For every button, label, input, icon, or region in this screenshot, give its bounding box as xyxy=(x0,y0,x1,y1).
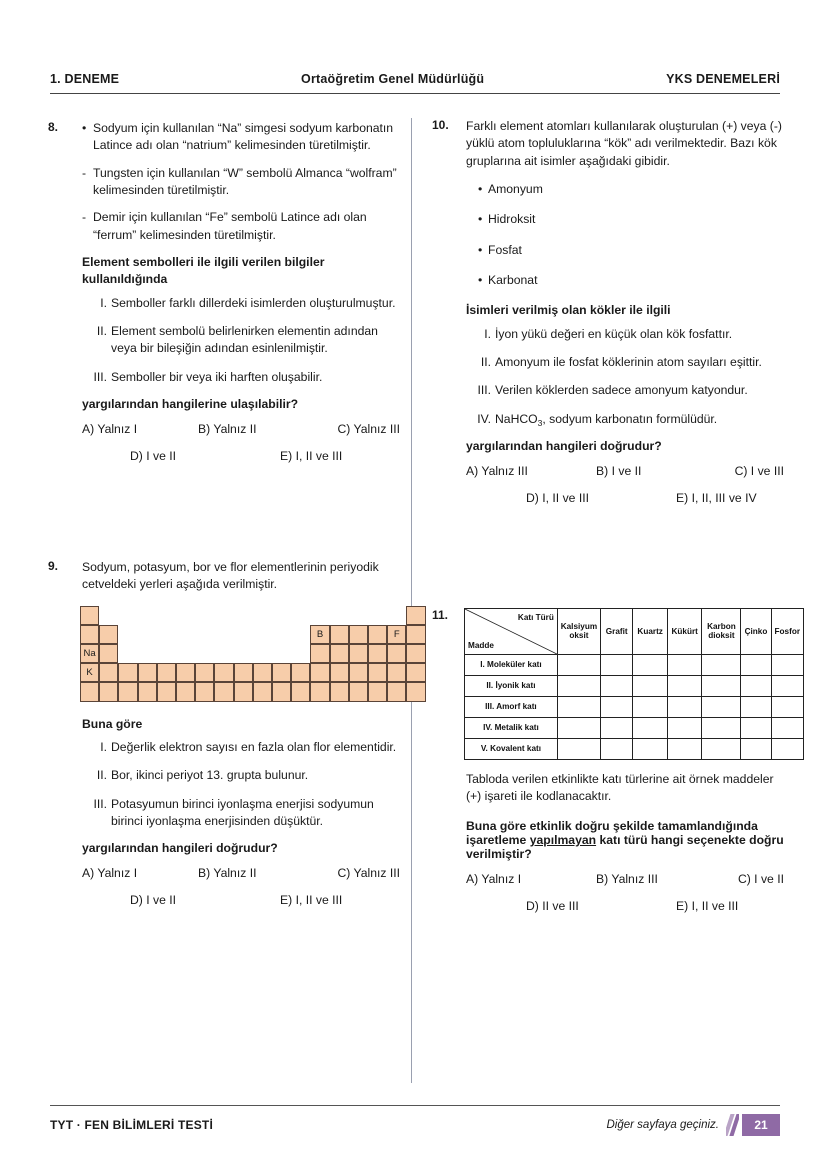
table-cell-empty[interactable] xyxy=(702,717,741,738)
periodic-cell xyxy=(272,682,291,701)
periodic-cell xyxy=(406,625,425,644)
table-row-label: I. Moleküler katı xyxy=(465,654,558,675)
table-cell-empty[interactable] xyxy=(667,654,702,675)
question-8-statements xyxy=(91,295,400,386)
roman-item xyxy=(475,411,784,428)
table-column-header: Grafit xyxy=(601,608,633,654)
periodic-cell xyxy=(176,663,195,682)
question-11 xyxy=(432,607,801,913)
table-cell-empty[interactable] xyxy=(601,675,633,696)
option-a[interactable]: A) Yalnız I xyxy=(82,421,138,436)
table-cell-empty[interactable] xyxy=(633,738,668,759)
question-9-options xyxy=(82,866,400,907)
periodic-cell xyxy=(349,644,368,663)
table-cell-empty[interactable] xyxy=(741,654,771,675)
question-11-options xyxy=(466,872,784,913)
periodic-cell xyxy=(214,682,233,701)
table-row xyxy=(465,738,804,759)
table-cell-empty[interactable] xyxy=(557,675,600,696)
table-cell-empty[interactable] xyxy=(771,675,803,696)
option-a[interactable]: A) Yalnız III xyxy=(466,463,528,478)
roman-numeral: IV. xyxy=(477,411,491,426)
option-row-spacer xyxy=(82,893,130,907)
option-e[interactable]: E) I, II ve III xyxy=(280,893,343,908)
periodic-cell xyxy=(157,663,176,682)
table-cell-empty[interactable] xyxy=(557,696,600,717)
table-cell-empty[interactable] xyxy=(741,675,771,696)
header-institution: Ortaöğretim Genel Müdürlüğü xyxy=(301,72,485,86)
roman-text: Amonyum ile fosfat köklerinin atom sayıları eşittir. xyxy=(495,354,762,369)
column-divider xyxy=(411,118,412,1083)
periodic-cell xyxy=(349,663,368,682)
periodic-cell xyxy=(176,682,195,701)
roman-item xyxy=(475,382,784,399)
roman-text: Verilen köklerden sadece amonyum katyondur. xyxy=(495,383,748,398)
option-row-spacer xyxy=(466,899,526,913)
table-cell-empty[interactable] xyxy=(633,696,668,717)
roman-text: Semboller farklı dillerdeki isimlerden oluşturulmuştur. xyxy=(111,295,396,310)
formula-tail: , sodyum karbonatın formülüdür. xyxy=(542,411,718,426)
question-10-stem: Farklı element atomları kullanılarak oluşturulan (+) veya (-) yüklü atom topluluklarına “kök” adı verilmektedir. Bazı kök gruplarına ait isimler aşağıdaki gibidir. xyxy=(466,119,782,168)
option-c[interactable]: C) I ve II xyxy=(737,871,784,886)
table-cell-empty[interactable] xyxy=(702,675,741,696)
question-9 xyxy=(48,559,400,907)
roman-text-formula xyxy=(495,411,784,428)
table-row-label: III. Amorf katı xyxy=(465,696,558,717)
table-cell-empty[interactable] xyxy=(741,717,771,738)
periodic-cell xyxy=(349,625,368,644)
roman-item xyxy=(91,369,400,386)
question-8-number: 8. xyxy=(48,120,59,134)
page-header xyxy=(50,72,780,86)
periodic-table-figure xyxy=(80,606,400,702)
option-row-spacer xyxy=(82,449,130,463)
option-d[interactable]: D) I ve II xyxy=(130,893,177,908)
prompt-underlined-word: yapılmayan xyxy=(529,832,597,847)
question-10-root-list xyxy=(478,181,784,289)
table-row-label: II. İyonik katı xyxy=(465,675,558,696)
periodic-cell xyxy=(387,682,406,701)
table-cell-empty[interactable] xyxy=(633,675,668,696)
question-9-stem: Sodyum, potasyum, bor ve flor elementlerinin periyodik cetveldeki yerleri aşağıda verilmiştir. xyxy=(82,559,379,592)
option-e[interactable]: E) I, II ve III xyxy=(280,448,343,463)
periodic-cell xyxy=(406,644,425,663)
bullet-marker: - xyxy=(82,165,87,180)
question-9-prompt: yargılarından hangileri doğrudur? xyxy=(82,841,278,856)
table-column-header: Karbon dioksit xyxy=(702,608,741,654)
table-cell-empty[interactable] xyxy=(667,717,702,738)
table-row-label: IV. Metalik katı xyxy=(465,717,558,738)
table-cell-empty[interactable] xyxy=(667,675,702,696)
periodic-cell xyxy=(406,606,425,625)
question-8 xyxy=(48,120,400,463)
periodic-cell xyxy=(330,625,349,644)
header-divider xyxy=(50,93,780,94)
periodic-cell xyxy=(310,644,329,663)
roman-item xyxy=(91,739,400,756)
table-cell-empty[interactable] xyxy=(771,738,803,759)
table-cell-empty[interactable] xyxy=(667,696,702,717)
table-cell-empty[interactable] xyxy=(557,654,600,675)
periodic-cell xyxy=(368,625,387,644)
periodic-cell xyxy=(157,682,176,701)
roman-numeral: II. xyxy=(96,323,107,338)
bullet-marker: - xyxy=(82,210,87,225)
periodic-cell xyxy=(310,682,329,701)
list-item xyxy=(478,211,784,228)
bullet-marker: • xyxy=(478,272,483,287)
roman-item xyxy=(475,354,784,371)
table-cell-empty[interactable] xyxy=(741,738,771,759)
table-cell-empty[interactable] xyxy=(557,717,600,738)
list-item-label: Karbonat xyxy=(488,272,538,287)
bullet-marker: • xyxy=(478,212,483,227)
periodic-cell xyxy=(118,682,137,701)
header-exam-name: 1. DENEME xyxy=(50,72,120,86)
periodic-cell xyxy=(118,663,137,682)
footer-divider xyxy=(50,1105,780,1106)
periodic-cell xyxy=(195,682,214,701)
option-b[interactable]: B) I ve II xyxy=(596,463,642,478)
list-item xyxy=(478,272,784,289)
question-8-lead: Element sembolleri ile ilgili verilen bilgiler kullanıldığında xyxy=(82,254,325,287)
solid-types-table-figure xyxy=(464,608,801,760)
roman-item xyxy=(475,326,784,343)
roman-numeral: I. xyxy=(100,739,107,754)
periodic-cell xyxy=(387,644,406,663)
table-cell-empty[interactable] xyxy=(771,654,803,675)
periodic-cell xyxy=(138,663,157,682)
question-9-number: 9. xyxy=(48,558,59,573)
table-column-header: Kuartz xyxy=(633,608,668,654)
option-e[interactable]: E) I, II, III ve IV xyxy=(676,490,757,505)
periodic-cell xyxy=(368,644,387,663)
table-cell-empty[interactable] xyxy=(601,738,633,759)
periodic-cell xyxy=(349,682,368,701)
table-cell-empty[interactable] xyxy=(557,738,600,759)
periodic-cell xyxy=(253,682,272,701)
roman-item xyxy=(91,295,400,312)
table-column-header: Çinko xyxy=(741,608,771,654)
periodic-cell-k: K xyxy=(80,663,99,682)
slash-decoration-icon xyxy=(726,1114,739,1136)
roman-item xyxy=(91,767,400,784)
right-column xyxy=(432,118,801,926)
list-item-label: Fosfat xyxy=(488,242,522,257)
question-11-note: Tabloda verilen etkinlikte katı türlerine ait örnek maddeler (+) işareti ile kodlanacaktır. xyxy=(466,771,774,804)
question-8-bullets xyxy=(82,120,400,244)
periodic-cell xyxy=(272,663,291,682)
question-8-options xyxy=(82,422,400,463)
page-footer xyxy=(50,1114,780,1136)
question-11-number: 11. xyxy=(432,607,449,622)
table-column-header: Kükürt xyxy=(667,608,702,654)
roman-text: İyon yükü değeri en küçük olan kök fosfattır. xyxy=(495,326,733,341)
question-10-options xyxy=(466,464,784,505)
roman-text: Bor, ikinci periyot 13. grupta bulunur. xyxy=(111,768,309,783)
prompt-part-2: katı türü hangi seçenekte doğru verilmiştir? xyxy=(466,832,784,861)
periodic-cell xyxy=(310,663,329,682)
footer-continue-note: Diğer sayfaya geçiniz. xyxy=(606,1119,719,1131)
bullet-item xyxy=(82,165,400,200)
periodic-cell xyxy=(253,663,272,682)
roman-numeral: I. xyxy=(484,326,491,341)
table-cell-empty[interactable] xyxy=(741,696,771,717)
periodic-cell xyxy=(138,682,157,701)
table-row xyxy=(465,696,804,717)
question-9-lead: Buna göre xyxy=(82,716,143,731)
periodic-table xyxy=(80,606,400,702)
option-b[interactable]: B) Yalnız II xyxy=(198,421,257,436)
option-d[interactable]: D) II ve III xyxy=(526,898,579,913)
periodic-cell xyxy=(387,663,406,682)
periodic-cell xyxy=(195,663,214,682)
option-row-spacer xyxy=(466,491,526,505)
table-cell-empty[interactable] xyxy=(601,717,633,738)
table-cell-empty[interactable] xyxy=(702,696,741,717)
periodic-cell xyxy=(368,682,387,701)
roman-numeral: I. xyxy=(100,295,107,310)
periodic-cell xyxy=(99,682,118,701)
table-cell-empty[interactable] xyxy=(702,738,741,759)
roman-item xyxy=(91,796,400,831)
bullet-text: Demir için kullanılan “Fe” sembolü Latince adı olan “ferrum” kelimesinden türetilmiştir. xyxy=(93,210,367,242)
question-8-prompt: yargılarından hangilerine ulaşılabilir? xyxy=(82,396,299,411)
table-row xyxy=(465,654,804,675)
question-10-lead: İsimleri verilmiş olan kökler ile ilgili xyxy=(466,303,671,318)
table-cell-empty[interactable] xyxy=(633,654,668,675)
option-b[interactable]: B) Yalnız III xyxy=(596,871,658,886)
roman-numeral: III. xyxy=(93,369,107,384)
periodic-cell xyxy=(234,682,253,701)
table-cell-empty[interactable] xyxy=(771,717,803,738)
table-corner-header xyxy=(465,608,558,654)
table-row-label: V. Kovalent katı xyxy=(465,738,558,759)
bullet-marker: • xyxy=(478,181,483,196)
table-cell-empty[interactable] xyxy=(771,696,803,717)
prompt-part-1: Buna göre etkinlik doğru şekilde tamamlandığında işaretleme xyxy=(466,818,758,847)
bullet-text: Sodyum için kullanılan “Na” simgesi sodyum karbonatın Latince adı olan “natrium” kelimesinden türetilmiştir. xyxy=(93,121,394,153)
list-item-label: Hidroksit xyxy=(488,212,536,227)
option-c[interactable]: C) Yalnız III xyxy=(337,421,400,436)
bullet-item xyxy=(82,120,400,155)
table-column-header: Kalsiyum oksit xyxy=(557,608,600,654)
periodic-cell xyxy=(330,644,349,663)
periodic-cell xyxy=(80,606,99,625)
footer-test-name: TYT · FEN BİLİMLERİ TESTİ xyxy=(50,1118,213,1132)
option-c[interactable]: C) Yalnız III xyxy=(337,866,400,881)
table-column-header: Fosfor xyxy=(771,608,803,654)
periodic-cell-na: Na xyxy=(80,644,99,663)
question-10-statements xyxy=(475,326,784,428)
table-row xyxy=(465,717,804,738)
corner-label-bottom: Madde xyxy=(468,640,494,650)
table-cell-empty[interactable] xyxy=(702,654,741,675)
left-column xyxy=(48,118,400,920)
roman-text: Değerlik elektron sayısı en fazla olan flor elementidir. xyxy=(111,739,397,754)
bullet-marker: • xyxy=(82,121,87,135)
table-cell-empty[interactable] xyxy=(633,717,668,738)
list-item xyxy=(478,242,784,259)
table-header-row xyxy=(465,608,804,654)
periodic-cell xyxy=(234,663,253,682)
periodic-cell xyxy=(99,663,118,682)
solid-types-table xyxy=(464,608,804,760)
list-item-label: Amonyum xyxy=(488,181,543,196)
question-11-prompt xyxy=(466,819,784,861)
option-e[interactable]: E) I, II ve III xyxy=(676,898,739,913)
roman-numeral: II. xyxy=(480,354,491,369)
periodic-cell xyxy=(80,682,99,701)
roman-numeral: III. xyxy=(93,796,107,811)
header-series: YKS DENEMELERİ xyxy=(666,72,780,86)
formula-base: NaHCO xyxy=(495,411,538,426)
option-b[interactable]: B) Yalnız II xyxy=(198,866,257,881)
page-number-badge: 21 xyxy=(742,1114,780,1136)
option-a[interactable]: A) Yalnız I xyxy=(466,871,522,886)
roman-text: Element sembolü belirlenirken elementin adından veya bir bileşiğin adından esinlenilmiştir. xyxy=(111,323,378,356)
periodic-cell xyxy=(406,663,425,682)
roman-text: Semboller bir veya iki harften oluşabilir. xyxy=(111,369,323,384)
periodic-cell xyxy=(99,625,118,644)
option-c[interactable]: C) I ve III xyxy=(734,463,784,478)
periodic-cell xyxy=(368,663,387,682)
periodic-cell xyxy=(80,625,99,644)
option-a[interactable]: A) Yalnız I xyxy=(82,866,138,881)
bullet-text: Tungsten için kullanılan “W” sembolü Almanca “wolfram” kelimesinden türetilmiştir. xyxy=(93,165,397,197)
table-row xyxy=(465,675,804,696)
question-10 xyxy=(432,118,784,505)
roman-numeral: II. xyxy=(96,768,107,783)
periodic-cell xyxy=(330,663,349,682)
table-cell-empty[interactable] xyxy=(601,696,633,717)
bullet-item xyxy=(82,209,400,244)
option-d[interactable]: D) I, II ve III xyxy=(526,490,589,505)
periodic-cell xyxy=(406,682,425,701)
periodic-cell xyxy=(291,663,310,682)
periodic-cell-f: F xyxy=(387,625,406,644)
bullet-marker: • xyxy=(478,242,483,257)
roman-text: Potasyumun birinci iyonlaşma enerjisi sodyumun birinci iyonlaşma enerjisinden düşüktür. xyxy=(111,796,374,828)
periodic-cell xyxy=(99,644,118,663)
periodic-cell xyxy=(291,682,310,701)
question-9-statements xyxy=(91,739,400,830)
roman-numeral: III. xyxy=(477,383,491,398)
roman-item xyxy=(91,323,400,358)
question-10-prompt: yargılarından hangileri doğrudur? xyxy=(466,438,662,453)
periodic-cell xyxy=(214,663,233,682)
periodic-cell xyxy=(330,682,349,701)
formula-subscript: 3 xyxy=(537,417,543,428)
question-10-number: 10. xyxy=(432,118,449,132)
periodic-cell-b: B xyxy=(310,625,329,644)
list-item xyxy=(478,181,784,198)
table-cell-empty[interactable] xyxy=(601,654,633,675)
option-d[interactable]: D) I ve II xyxy=(130,448,177,463)
corner-label-top: Katı Türü xyxy=(517,612,554,622)
table-cell-empty[interactable] xyxy=(667,738,702,759)
